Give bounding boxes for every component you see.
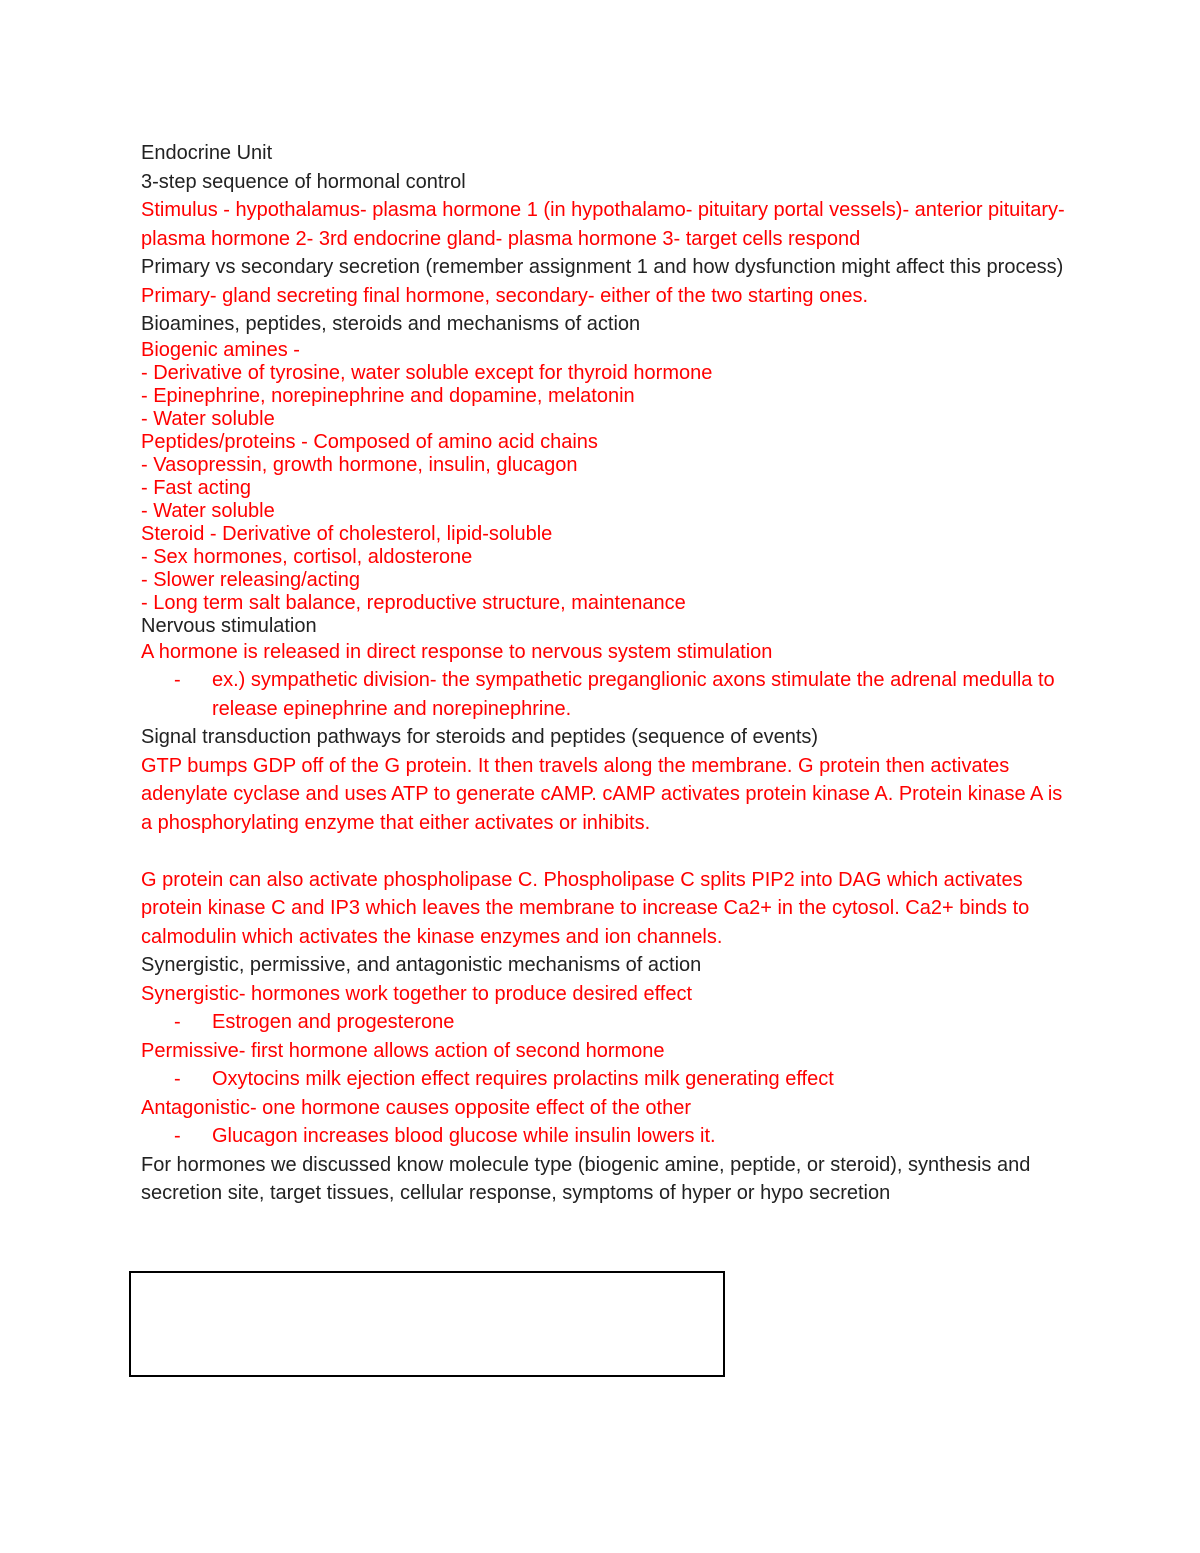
note-line: - Fast acting [141, 476, 252, 499]
bullet-text: ex.) sympathetic division- the sympathetic preganglionic axons stimulate the adrenal medulla to release epinephrine and norepinephrine. [212, 669, 1055, 720]
bullet-item [141, 1122, 1071, 1151]
bullet-marker: - [174, 669, 181, 691]
note-line: Biogenic amines - [141, 338, 300, 361]
heading-line: For hormones we discussed know molecule type (biogenic amine, peptide, or steroid), synthesis and secretion site, target tissues, cellular response, symptoms of hyper or hypo secretion [141, 1153, 1036, 1204]
document-body [141, 139, 1071, 1208]
bullet-text: Glucagon increases blood glucose while insulin lowers it. [212, 1125, 716, 1147]
bullet-item [141, 1008, 1071, 1037]
heading-line: Primary vs secondary secretion (remember assignment 1 and how dysfunction might affect this process) [141, 256, 1064, 278]
note-line: - Water soluble [141, 407, 275, 430]
note-line: - Sex hormones, cortisol, aldosterone [141, 545, 473, 568]
note-line: Permissive- first hormone allows action of second hormone [141, 1039, 665, 1062]
note-line: - Epinephrine, norepinephrine and dopamine, melatonin [141, 384, 635, 407]
heading-line: Endocrine Unit [141, 142, 273, 164]
heading-line: Bioamines, peptides, steroids and mechanisms of action [141, 313, 641, 335]
note-line: A hormone is released in direct response to nervous system stimulation [141, 640, 773, 663]
bullet-marker: - [174, 1011, 181, 1033]
heading-line: Synergistic, permissive, and antagonistic mechanisms of action [141, 954, 702, 976]
heading-line: Signal transduction pathways for steroids and peptides (sequence of events) [141, 726, 819, 748]
note-line: - Slower releasing/acting [141, 568, 360, 591]
bullet-text: Oxytocins milk ejection effect requires prolactins milk generating effect [212, 1068, 834, 1090]
note-line: - Long term salt balance, reproductive structure, maintenance [141, 591, 686, 614]
bullet-item [141, 666, 1071, 723]
note-line: Stimulus - hypothalamus- plasma hormone 1 (in hypothalamo- pituitary portal vessels)- anterior pituitary- plasma hormone 2- 3rd endocrine gland- plasma hormone 3- target cells respond [141, 199, 1071, 250]
bullet-marker: - [174, 1125, 181, 1147]
note-line: Primary- gland secreting final hormone, secondary- either of the two starting ones. [141, 284, 869, 307]
empty-text-box [129, 1271, 725, 1377]
bullet-text: Estrogen and progesterone [212, 1011, 455, 1033]
note-line: - Vasopressin, growth hormone, insulin, glucagon [141, 453, 578, 476]
bullet-item [141, 1065, 1071, 1094]
note-line: Synergistic- hormones work together to produce desired effect [141, 982, 693, 1005]
note-line: GTP bumps GDP off of the G protein. It then travels along the membrane. G protein then activates adenylate cyclase and uses ATP to generate cAMP. cAMP activates protein kinase A. Protein kinase A is a phosphorylating enzyme that either activates or inhibits. [141, 754, 1068, 834]
note-line: - Derivative of tyrosine, water soluble except for thyroid hormone [141, 361, 713, 384]
note-line: Peptides/proteins - Composed of amino acid chains [141, 430, 598, 453]
note-line: - Water soluble [141, 499, 275, 522]
heading-line: 3-step sequence of hormonal control [141, 170, 466, 193]
note-line: Steroid - Derivative of cholesterol, lipid-soluble [141, 522, 553, 545]
note-line: G protein can also activate phospholipase C. Phospholipase C splits PIP2 into DAG which activates protein kinase C and IP3 which leaves the membrane to increase Ca2+ in the cytosol. Ca2+ binds to calmodulin which activates the kinase enzymes and ion channels. [141, 868, 1035, 948]
bullet-marker: - [174, 1068, 181, 1090]
note-line: Antagonistic- one hormone causes opposite effect of the other [141, 1096, 691, 1119]
heading-line: Nervous stimulation [141, 614, 317, 637]
blank-line [141, 837, 1071, 866]
